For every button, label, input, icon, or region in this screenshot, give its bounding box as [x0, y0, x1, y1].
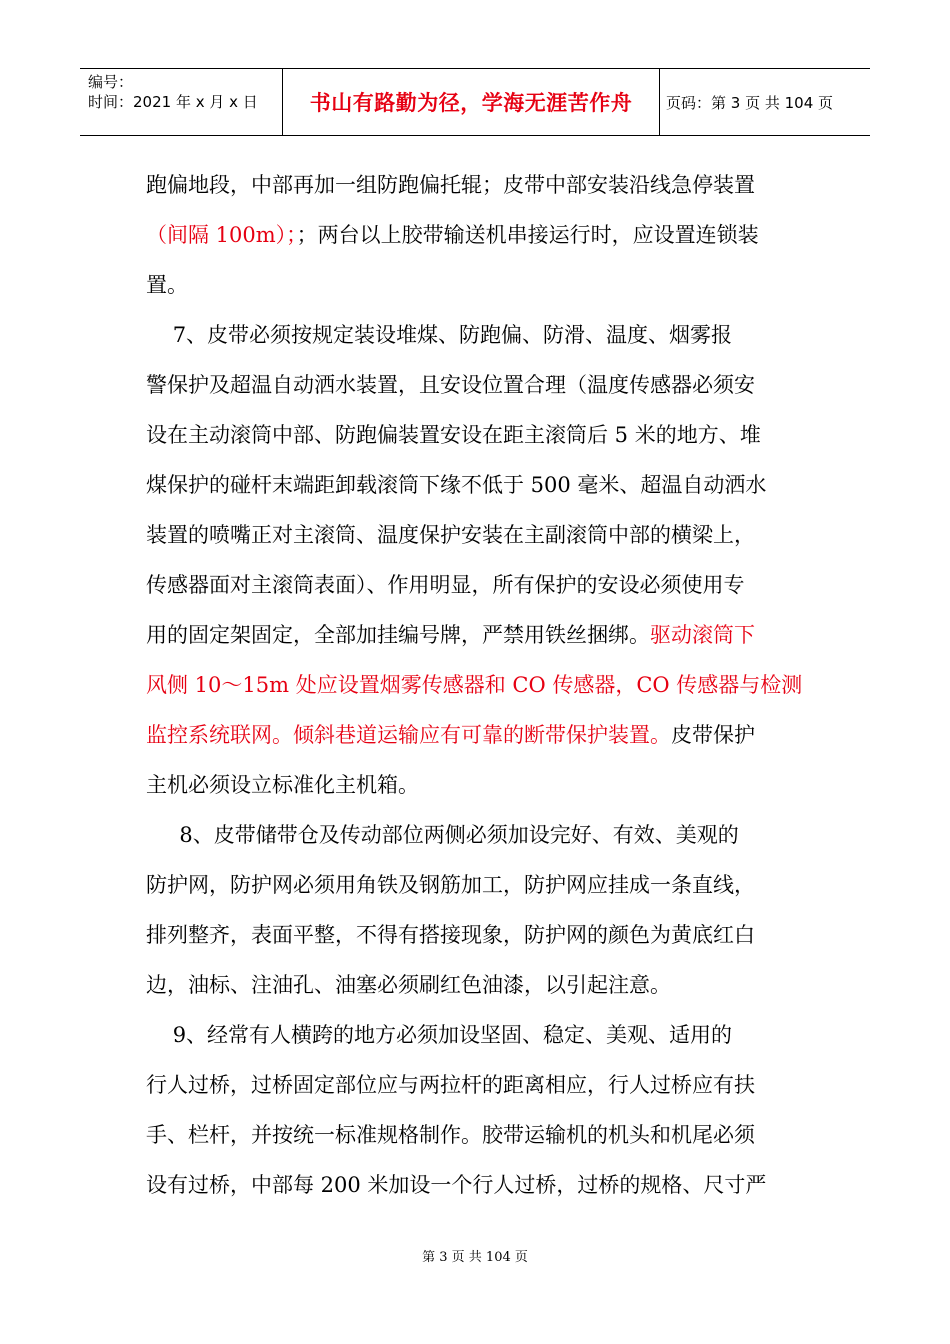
body-text: 排列整齐，表面平整，不得有搭接现象，防护网的颜色为黄底红白 [146, 923, 755, 947]
body-text: 7、皮带必须按规定装设堆煤、防跑偏、防滑、温度、烟雾报 [146, 323, 733, 347]
body-text-line [146, 360, 806, 410]
body-text: 警保护及超温自动洒水装置，且安设位置合理（温度传感器必须安 [146, 373, 755, 397]
highlighted-text: 风侧 10～15m 处应设置烟雾传感器和 CO 传感器，CO 传感器与检测 [146, 673, 803, 697]
page-header [80, 68, 870, 136]
body-text-line [146, 910, 806, 960]
body-text-line [146, 310, 806, 360]
body-text: 煤保护的碰杆末端距卸载滚筒下缘不低于 500 毫米、超温自动洒水 [146, 473, 767, 497]
body-text-line [146, 860, 806, 910]
document-date-label: 时间：2021 年 x 月 x 日 [88, 93, 258, 111]
highlighted-text: （间隔 100m）； [146, 223, 297, 247]
body-text: 9、经常有人横跨的地方必须加设坚固、稳定、美观、适用的 [146, 1023, 733, 1047]
body-text: 用的固定架固定，全部加挂编号牌，严禁用铁丝捆绑。 [146, 623, 650, 647]
header-page-cell [660, 69, 870, 135]
body-text: 边，油标、注油孔、油塞必须刷红色油漆，以引起注意。 [146, 973, 671, 997]
body-text-line [146, 510, 806, 560]
body-text: 设在主动滚筒中部、防跑偏装置安设在距主滚筒后 5 米的地方、堆 [146, 423, 761, 447]
page-footer: 第 3 页 共 104 页 [422, 1250, 528, 1265]
document-body [146, 160, 806, 1210]
body-text-line [146, 210, 806, 260]
body-text: 置。 [146, 273, 188, 297]
body-text-line [146, 1110, 806, 1160]
body-text-line [146, 610, 806, 660]
body-text: 跑偏地段，中部再加一组防跑偏托辊；皮带中部安装沿线急停装置 [146, 173, 755, 197]
body-text-line [146, 710, 806, 760]
body-text-line [146, 960, 806, 1010]
body-text-line [146, 260, 806, 310]
body-text-line [146, 810, 806, 860]
header-page-number: 页码：第 3 页 共 104 页 [666, 93, 834, 112]
header-motto-cell [283, 69, 660, 135]
body-text: 皮带保护 [671, 723, 755, 747]
body-text: ；两台以上胶带输送机串接运行时，应设置连锁装 [296, 223, 759, 247]
header-motto: 书山有路勤为径，学海无涯苦作舟 [309, 90, 633, 115]
body-text: 主机必须设立标准化主机箱。 [146, 773, 419, 797]
highlighted-text: 监控系统联网。倾斜巷道运输应有可靠的断带保护装置。 [146, 723, 671, 747]
body-text: 装置的喷嘴正对主滚筒、温度保护安装在主副滚筒中部的横梁上， [146, 523, 755, 547]
body-text-line [146, 660, 806, 710]
highlighted-text: 驱动滚筒下 [650, 623, 755, 647]
body-text: 设有过桥，中部每 200 米加设一个行人过桥，过桥的规格、尺寸严 [146, 1173, 767, 1197]
body-text-line [146, 460, 806, 510]
body-text-line [146, 1160, 806, 1210]
body-text-line [146, 410, 806, 460]
body-text: 防护网，防护网必须用角铁及钢筋加工，防护网应挂成一条直线， [146, 873, 755, 897]
body-text-line [146, 560, 806, 610]
body-text: 行人过桥，过桥固定部位应与两拉杆的距离相应，行人过桥应有扶 [146, 1073, 755, 1097]
document-number-label: 编号： [88, 73, 134, 91]
body-text-line [146, 760, 806, 810]
body-text: 传感器面对主滚筒表面）、作用明显，所有保护的安设必须使用专 [146, 573, 745, 597]
body-text-line [146, 1010, 806, 1060]
body-text: 8、皮带储带仓及传动部位两侧必须加设完好、有效、美观的 [146, 823, 739, 847]
body-text-line [146, 1060, 806, 1110]
header-meta-cell [80, 69, 283, 135]
body-text-line [146, 160, 806, 210]
body-text: 手、栏杆，并按统一标准规格制作。胶带运输机的机头和机尾必须 [146, 1123, 755, 1147]
